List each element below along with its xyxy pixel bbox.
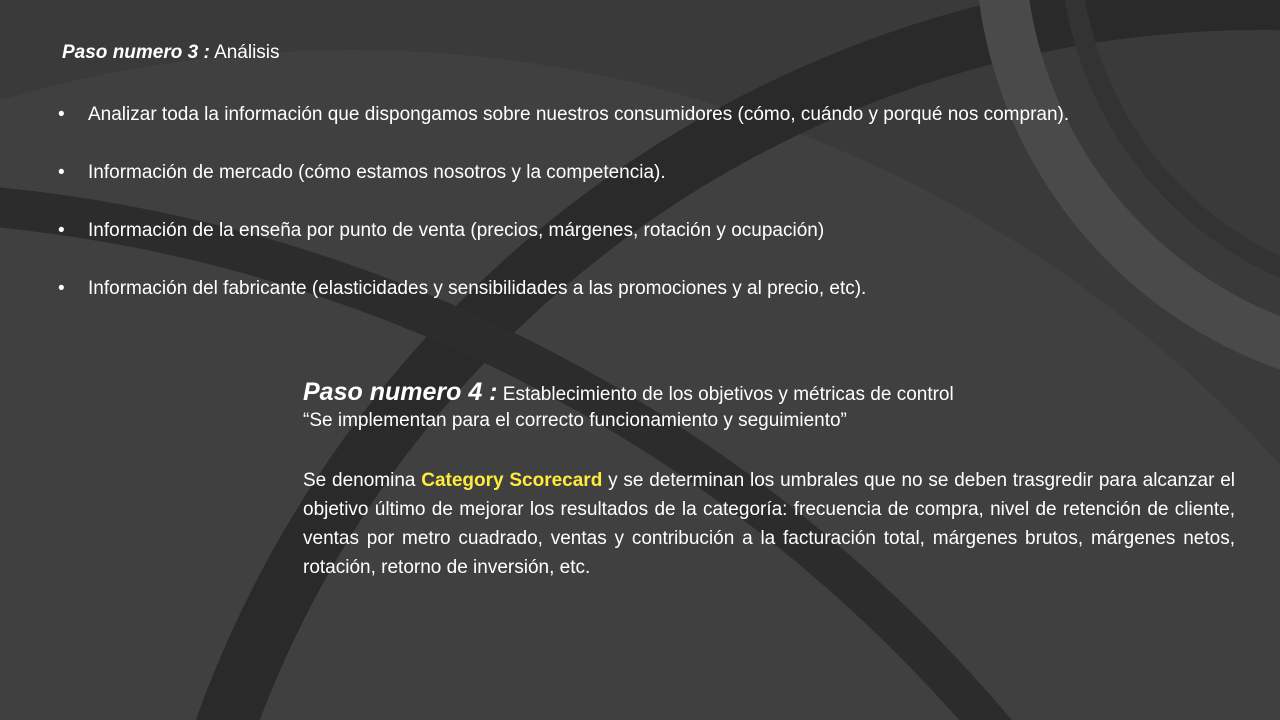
step3-title: Análisis: [214, 42, 280, 63]
list-item: [58, 274, 1218, 303]
scorecard-paragraph: [303, 466, 1235, 582]
list-item: [58, 216, 1218, 245]
category-scorecard-highlight: Category Scorecard: [421, 470, 603, 491]
step4-label: Paso numero 4 :: [303, 378, 498, 406]
paragraph-intro: Se denomina: [303, 470, 422, 491]
list-item: [58, 100, 1218, 129]
step3-label: Paso numero 3 :: [62, 42, 210, 63]
bullet-text: Analizar toda la información que dispongamos sobre nuestros consumidores (cómo, cuándo y porqué nos compran).: [88, 104, 1070, 125]
step4-quote: “Se implementan para el correcto funcionamiento y seguimiento”: [303, 410, 847, 431]
bullet-icon: •: [58, 104, 65, 125]
list-item: [58, 158, 1218, 187]
step4-title: Establecimiento de los objetivos y métricas de control: [502, 384, 954, 405]
bullet-icon: •: [58, 162, 65, 183]
bullet-text: Información de la enseña por punto de venta (precios, márgenes, rotación y ocupación): [88, 220, 825, 241]
bullet-icon: •: [58, 278, 65, 299]
step3-heading: [62, 42, 280, 64]
bullet-text: Información del fabricante (elasticidades y sensibilidades a las promociones y al precio, etc).: [88, 278, 867, 299]
step3-bullet-list: [58, 100, 1218, 332]
step4-heading: [303, 375, 954, 412]
bullet-icon: •: [58, 220, 65, 241]
paragraph-body: y se determinan los umbrales que no se deben trasgredir para alcanzar el objetivo último de mejorar los resultados de la categoría: frecuencia de compra, nivel de retención de cliente, ventas por metro cuadrado, ventas y contribución a la facturación total, márgenes brutos, márgenes netos, rotación, retorno de inversión, etc.: [303, 470, 1236, 578]
bullet-text: Información de mercado (cómo estamos nosotros y la competencia).: [88, 162, 666, 183]
